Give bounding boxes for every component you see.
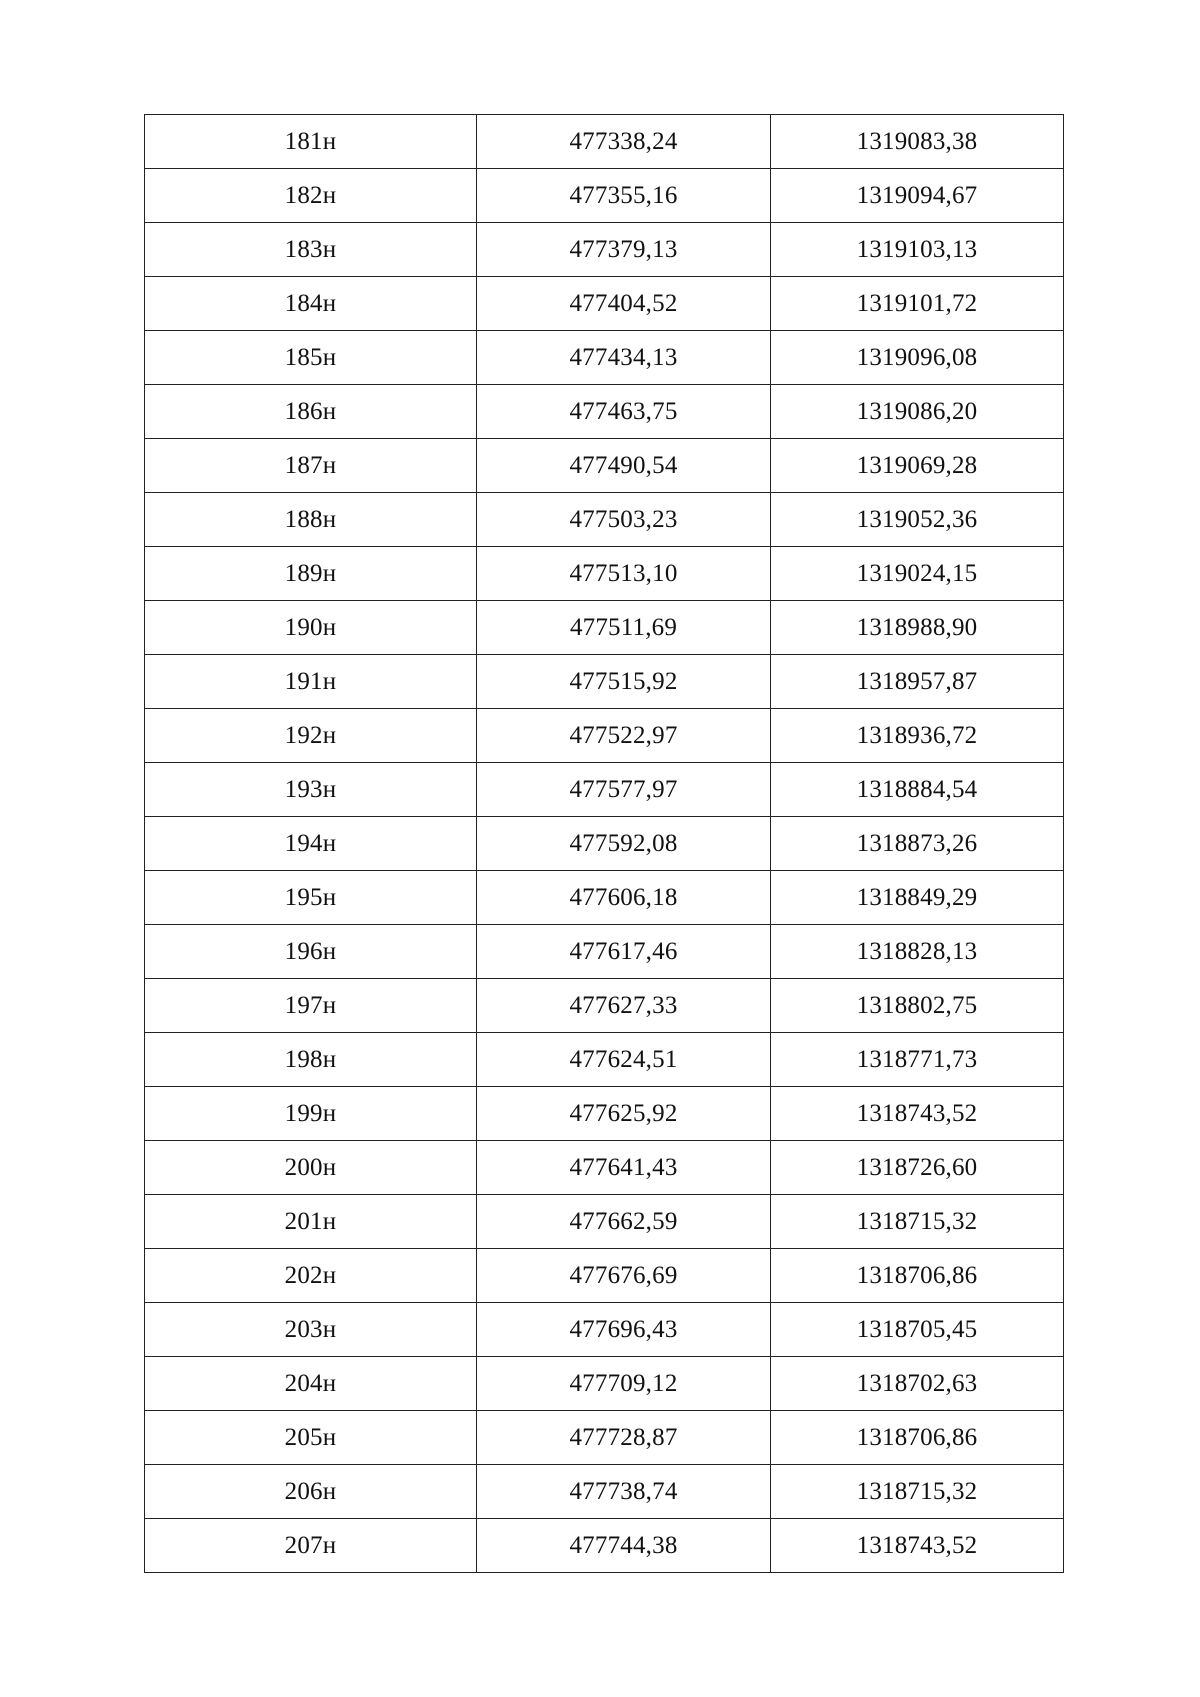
table-row <box>145 817 1064 871</box>
x-coordinate-cell: 477515,92 <box>477 655 771 709</box>
point-number-cell: 196н <box>145 925 477 979</box>
point-number-cell: 205н <box>145 1411 477 1465</box>
x-coordinate-cell: 477355,16 <box>477 169 771 223</box>
table-row <box>145 655 1064 709</box>
table-row <box>145 1141 1064 1195</box>
x-coordinate-cell: 477676,69 <box>477 1249 771 1303</box>
point-number-cell: 191н <box>145 655 477 709</box>
x-coordinate-cell: 477625,92 <box>477 1087 771 1141</box>
x-coordinate-cell: 477379,13 <box>477 223 771 277</box>
y-coordinate-cell: 1319103,13 <box>771 223 1064 277</box>
x-coordinate-cell: 477624,51 <box>477 1033 771 1087</box>
y-coordinate-cell: 1318706,86 <box>771 1249 1064 1303</box>
x-coordinate-cell: 477503,23 <box>477 493 771 547</box>
table-row <box>145 925 1064 979</box>
point-number-cell: 198н <box>145 1033 477 1087</box>
table-row <box>145 1519 1064 1573</box>
point-number-cell: 206н <box>145 1465 477 1519</box>
y-coordinate-cell: 1318957,87 <box>771 655 1064 709</box>
point-number-cell: 186н <box>145 385 477 439</box>
table-row <box>145 1033 1064 1087</box>
point-number-cell: 199н <box>145 1087 477 1141</box>
table-row <box>145 1195 1064 1249</box>
table-row <box>145 493 1064 547</box>
point-number-cell: 184н <box>145 277 477 331</box>
table-row <box>145 601 1064 655</box>
x-coordinate-cell: 477338,24 <box>477 115 771 169</box>
table-row <box>145 331 1064 385</box>
table-row <box>145 1357 1064 1411</box>
point-number-cell: 201н <box>145 1195 477 1249</box>
x-coordinate-cell: 477490,54 <box>477 439 771 493</box>
table-row <box>145 277 1064 331</box>
y-coordinate-cell: 1318702,63 <box>771 1357 1064 1411</box>
point-number-cell: 193н <box>145 763 477 817</box>
x-coordinate-cell: 477511,69 <box>477 601 771 655</box>
y-coordinate-cell: 1319086,20 <box>771 385 1064 439</box>
table-row <box>145 979 1064 1033</box>
point-number-cell: 189н <box>145 547 477 601</box>
x-coordinate-cell: 477709,12 <box>477 1357 771 1411</box>
coordinates-table-body <box>145 115 1064 1573</box>
y-coordinate-cell: 1318705,45 <box>771 1303 1064 1357</box>
table-row <box>145 1087 1064 1141</box>
x-coordinate-cell: 477617,46 <box>477 925 771 979</box>
y-coordinate-cell: 1318884,54 <box>771 763 1064 817</box>
y-coordinate-cell: 1319096,08 <box>771 331 1064 385</box>
x-coordinate-cell: 477577,97 <box>477 763 771 817</box>
x-coordinate-cell: 477522,97 <box>477 709 771 763</box>
point-number-cell: 202н <box>145 1249 477 1303</box>
y-coordinate-cell: 1319101,72 <box>771 277 1064 331</box>
y-coordinate-cell: 1319069,28 <box>771 439 1064 493</box>
x-coordinate-cell: 477744,38 <box>477 1519 771 1573</box>
point-number-cell: 192н <box>145 709 477 763</box>
table-row <box>145 1303 1064 1357</box>
point-number-cell: 188н <box>145 493 477 547</box>
table-row <box>145 169 1064 223</box>
point-number-cell: 197н <box>145 979 477 1033</box>
point-number-cell: 190н <box>145 601 477 655</box>
table-row <box>145 1465 1064 1519</box>
y-coordinate-cell: 1318802,75 <box>771 979 1064 1033</box>
table-row <box>145 223 1064 277</box>
y-coordinate-cell: 1319052,36 <box>771 493 1064 547</box>
point-number-cell: 181н <box>145 115 477 169</box>
y-coordinate-cell: 1318743,52 <box>771 1519 1064 1573</box>
table-row <box>145 385 1064 439</box>
point-number-cell: 185н <box>145 331 477 385</box>
point-number-cell: 187н <box>145 439 477 493</box>
x-coordinate-cell: 477641,43 <box>477 1141 771 1195</box>
x-coordinate-cell: 477627,33 <box>477 979 771 1033</box>
x-coordinate-cell: 477513,10 <box>477 547 771 601</box>
coordinates-table <box>144 114 1064 1573</box>
y-coordinate-cell: 1318715,32 <box>771 1465 1064 1519</box>
y-coordinate-cell: 1319094,67 <box>771 169 1064 223</box>
y-coordinate-cell: 1318771,73 <box>771 1033 1064 1087</box>
x-coordinate-cell: 477404,52 <box>477 277 771 331</box>
y-coordinate-cell: 1318706,86 <box>771 1411 1064 1465</box>
table-row <box>145 709 1064 763</box>
y-coordinate-cell: 1318988,90 <box>771 601 1064 655</box>
y-coordinate-cell: 1318873,26 <box>771 817 1064 871</box>
point-number-cell: 203н <box>145 1303 477 1357</box>
table-row <box>145 115 1064 169</box>
table-row <box>145 1249 1064 1303</box>
x-coordinate-cell: 477662,59 <box>477 1195 771 1249</box>
y-coordinate-cell: 1318715,32 <box>771 1195 1064 1249</box>
point-number-cell: 182н <box>145 169 477 223</box>
y-coordinate-cell: 1318743,52 <box>771 1087 1064 1141</box>
y-coordinate-cell: 1318936,72 <box>771 709 1064 763</box>
point-number-cell: 200н <box>145 1141 477 1195</box>
point-number-cell: 183н <box>145 223 477 277</box>
table-row <box>145 763 1064 817</box>
table-row <box>145 547 1064 601</box>
table-row <box>145 1411 1064 1465</box>
y-coordinate-cell: 1318828,13 <box>771 925 1064 979</box>
y-coordinate-cell: 1319083,38 <box>771 115 1064 169</box>
x-coordinate-cell: 477434,13 <box>477 331 771 385</box>
table-row <box>145 871 1064 925</box>
point-number-cell: 194н <box>145 817 477 871</box>
x-coordinate-cell: 477696,43 <box>477 1303 771 1357</box>
x-coordinate-cell: 477592,08 <box>477 817 771 871</box>
y-coordinate-cell: 1318726,60 <box>771 1141 1064 1195</box>
table-row <box>145 439 1064 493</box>
point-number-cell: 195н <box>145 871 477 925</box>
x-coordinate-cell: 477728,87 <box>477 1411 771 1465</box>
x-coordinate-cell: 477463,75 <box>477 385 771 439</box>
point-number-cell: 204н <box>145 1357 477 1411</box>
point-number-cell: 207н <box>145 1519 477 1573</box>
y-coordinate-cell: 1319024,15 <box>771 547 1064 601</box>
x-coordinate-cell: 477606,18 <box>477 871 771 925</box>
y-coordinate-cell: 1318849,29 <box>771 871 1064 925</box>
x-coordinate-cell: 477738,74 <box>477 1465 771 1519</box>
